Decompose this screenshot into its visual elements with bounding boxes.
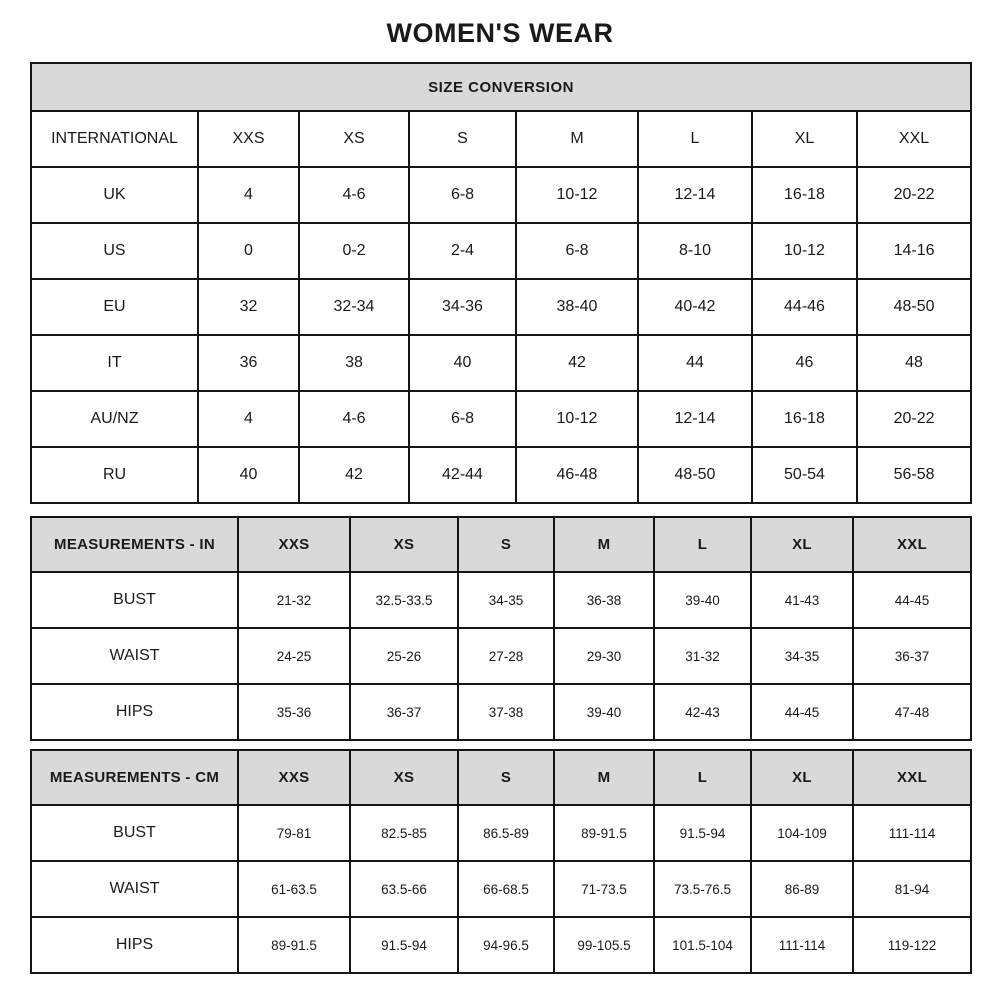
size-cell: 6-8 [409, 167, 516, 223]
size-cell: 48-50 [857, 279, 971, 335]
column-header-xs: XS [299, 111, 409, 167]
size-conversion-table [30, 62, 972, 504]
size-cell: 10-12 [516, 167, 638, 223]
measurement-cell: 42-43 [654, 684, 751, 740]
column-header-row [31, 111, 971, 167]
measurement-cell: 86.5-89 [458, 805, 554, 861]
size-cell: 16-18 [752, 167, 857, 223]
measurement-cell: 36-38 [554, 572, 654, 628]
size-cell: 4 [198, 391, 299, 447]
size-cell: 48-50 [638, 447, 752, 503]
size-cell: 34-36 [409, 279, 516, 335]
size-cell: 12-14 [638, 391, 752, 447]
size-cell: 38-40 [516, 279, 638, 335]
size-cell: 40 [409, 335, 516, 391]
measurement-cell: 34-35 [751, 628, 853, 684]
column-header-xl: XL [751, 517, 853, 572]
table-row-hips-cm [31, 917, 971, 973]
measurement-cell: 44-45 [853, 572, 971, 628]
size-conversion-title: SIZE CONVERSION [31, 63, 971, 111]
measurement-cell: 61-63.5 [238, 861, 350, 917]
measurement-cell: 41-43 [751, 572, 853, 628]
row-label-aunz: AU/NZ [31, 391, 198, 447]
table-row-uk [31, 167, 971, 223]
measurements-cm-header-row [31, 750, 971, 805]
column-header-xxs: XXS [198, 111, 299, 167]
table-row-it [31, 335, 971, 391]
measurement-cell: 111-114 [751, 917, 853, 973]
measurement-cell: 36-37 [853, 628, 971, 684]
size-cell: 46 [752, 335, 857, 391]
measurement-cell: 31-32 [654, 628, 751, 684]
row-label-waist: WAIST [31, 628, 238, 684]
table-row-eu [31, 279, 971, 335]
column-header-xxl: XXL [853, 750, 971, 805]
measurement-cell: 37-38 [458, 684, 554, 740]
column-header-l: L [638, 111, 752, 167]
row-label-it: IT [31, 335, 198, 391]
size-cell: 32-34 [299, 279, 409, 335]
size-cell: 42 [299, 447, 409, 503]
measurement-cell: 86-89 [751, 861, 853, 917]
measurement-cell: 104-109 [751, 805, 853, 861]
size-cell: 20-22 [857, 391, 971, 447]
measurement-cell: 24-25 [238, 628, 350, 684]
table-row-ru [31, 447, 971, 503]
table-row-aunz [31, 391, 971, 447]
measurement-cell: 89-91.5 [554, 805, 654, 861]
measurements-in-table [30, 516, 972, 741]
size-cell: 42 [516, 335, 638, 391]
row-label-uk: UK [31, 167, 198, 223]
measurement-cell: 39-40 [654, 572, 751, 628]
measurement-cell: 25-26 [350, 628, 458, 684]
size-cell: 0 [198, 223, 299, 279]
measurement-cell: 63.5-66 [350, 861, 458, 917]
column-header-l: L [654, 517, 751, 572]
size-cell: 6-8 [409, 391, 516, 447]
row-label-hips: HIPS [31, 917, 238, 973]
size-cell: 40-42 [638, 279, 752, 335]
size-cell: 44-46 [752, 279, 857, 335]
measurement-cell: 35-36 [238, 684, 350, 740]
column-header-m: M [516, 111, 638, 167]
measurement-cell: 81-94 [853, 861, 971, 917]
size-cell: 14-16 [857, 223, 971, 279]
table-row-hips-in [31, 684, 971, 740]
size-cell: 46-48 [516, 447, 638, 503]
size-conversion-header-row [31, 63, 971, 111]
row-label-ru: RU [31, 447, 198, 503]
measurement-cell: 27-28 [458, 628, 554, 684]
measurement-cell: 111-114 [853, 805, 971, 861]
measurements-in-header-row [31, 517, 971, 572]
row-label-bust: BUST [31, 805, 238, 861]
size-cell: 10-12 [752, 223, 857, 279]
size-cell: 4 [198, 167, 299, 223]
page-title: WOMEN'S WEAR [386, 18, 614, 48]
size-cell: 16-18 [752, 391, 857, 447]
measurement-cell: 29-30 [554, 628, 654, 684]
column-header-s: S [409, 111, 516, 167]
size-cell: 4-6 [299, 391, 409, 447]
column-header-international: INTERNATIONAL [31, 111, 198, 167]
column-header-xl: XL [752, 111, 857, 167]
row-label-hips: HIPS [31, 684, 238, 740]
size-cell: 42-44 [409, 447, 516, 503]
row-label-us: US [31, 223, 198, 279]
column-header-xl: XL [751, 750, 853, 805]
measurement-cell: 101.5-104 [654, 917, 751, 973]
size-cell: 38 [299, 335, 409, 391]
size-cell: 10-12 [516, 391, 638, 447]
table-row-us [31, 223, 971, 279]
measurement-cell: 71-73.5 [554, 861, 654, 917]
size-cell: 2-4 [409, 223, 516, 279]
column-header-s: S [458, 517, 554, 572]
size-cell: 56-58 [857, 447, 971, 503]
size-cell: 4-6 [299, 167, 409, 223]
measurement-cell: 94-96.5 [458, 917, 554, 973]
size-cell: 12-14 [638, 167, 752, 223]
measurement-cell: 99-105.5 [554, 917, 654, 973]
measurement-cell: 44-45 [751, 684, 853, 740]
size-cell: 50-54 [752, 447, 857, 503]
table-row-waist-in [31, 628, 971, 684]
size-cell: 44 [638, 335, 752, 391]
column-header-xxl: XXL [853, 517, 971, 572]
measurement-cell: 34-35 [458, 572, 554, 628]
column-header-xs: XS [350, 750, 458, 805]
column-header-m: M [554, 750, 654, 805]
measurement-cell: 32.5-33.5 [350, 572, 458, 628]
measurement-cell: 119-122 [853, 917, 971, 973]
column-header-m: M [554, 517, 654, 572]
size-cell: 8-10 [638, 223, 752, 279]
size-cell: 0-2 [299, 223, 409, 279]
measurement-cell: 66-68.5 [458, 861, 554, 917]
measurement-cell: 39-40 [554, 684, 654, 740]
column-header-l: L [654, 750, 751, 805]
table-row-bust-in [31, 572, 971, 628]
measurement-cell: 21-32 [238, 572, 350, 628]
table-row-bust-cm [31, 805, 971, 861]
column-header-s: S [458, 750, 554, 805]
column-header-xxl: XXL [857, 111, 971, 167]
measurement-cell: 47-48 [853, 684, 971, 740]
measurement-cell: 89-91.5 [238, 917, 350, 973]
column-header-xxs: XXS [238, 517, 350, 572]
measurements-cm-table [30, 749, 972, 974]
measurement-cell: 82.5-85 [350, 805, 458, 861]
column-header-xxs: XXS [238, 750, 350, 805]
measurements-cm-title: MEASUREMENTS - CM [31, 750, 238, 805]
row-label-waist: WAIST [31, 861, 238, 917]
measurements-in-title: MEASUREMENTS - IN [31, 517, 238, 572]
measurement-cell: 36-37 [350, 684, 458, 740]
column-header-xs: XS [350, 517, 458, 572]
row-label-eu: EU [31, 279, 198, 335]
measurement-cell: 79-81 [238, 805, 350, 861]
size-cell: 36 [198, 335, 299, 391]
size-cell: 32 [198, 279, 299, 335]
table-row-waist-cm [31, 861, 971, 917]
measurement-cell: 91.5-94 [654, 805, 751, 861]
size-cell: 20-22 [857, 167, 971, 223]
measurement-cell: 91.5-94 [350, 917, 458, 973]
measurement-cell: 73.5-76.5 [654, 861, 751, 917]
size-cell: 40 [198, 447, 299, 503]
size-cell: 6-8 [516, 223, 638, 279]
size-cell: 48 [857, 335, 971, 391]
row-label-bust: BUST [31, 572, 238, 628]
